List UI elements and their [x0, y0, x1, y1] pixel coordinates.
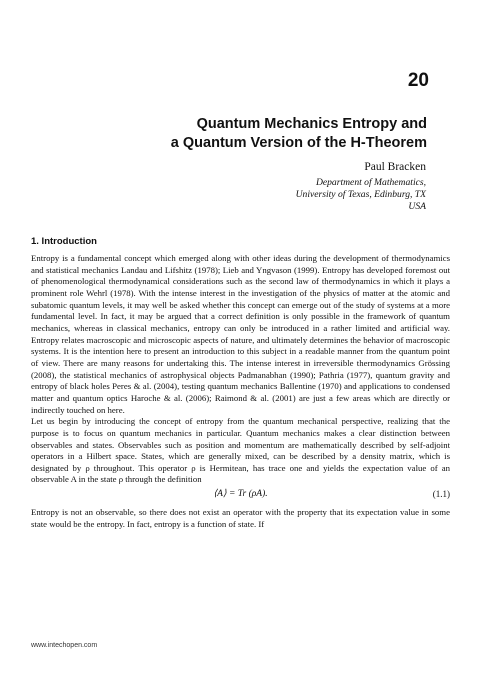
footer-url[interactable]: www.intechopen.com: [31, 642, 98, 649]
affiliation-department: Department of Mathematics,: [315, 177, 426, 188]
body-text: [31, 253, 450, 530]
chapter-title: [67, 115, 427, 153]
author-affiliation: [126, 177, 426, 212]
equation-expression: ⟨A⟩ = Tr (ρA).: [213, 489, 268, 500]
paragraph-1: Entropy is a fundamental concept which emerged along with other ideas during the development of thermodynamics and statistical mechanics Landau and Lifshitz (1978); Lieb and Yngvason (1999). Entropy has developed foremost out of phenomenological thermodynamical considerations such as the second law of thermodynamics in which it plays a prominent role Wehrl (1978). With the intense interest in the investigation of the physics of matter at the atomic and subatomic quantum levels, it may well be asked whether this concept can emerge out of the study of systems at a more fundamental level. In fact, it may be argued that a correct definition is only possible in the framework of quantum mechanics, whereas in classical mechanics, entropy can only be introduced in a rather limited and artificial way. Entropy relates macroscopic and microscopic aspects of nature, and ultimately determines the behavior of macroscopic systems. It is the intention here to present an introduction to this subject in a readable manner from the quantum point of view. There are many reasons for undertaking this. The intense interest in irreversible thermodynamics Grössing (2008), the statistical mechanics of astrophysical objects Padmanabhan (1990); Pathria (1977), quantum gravity and entropy of black holes Peres & al. (2004), testing quantum mechanics Ballentine (1970) and applications to condensed matter and quantum optics Haroche & al. (2006); Raimond & al. (2001) are just a few areas which are directly or indirectly touched on here.: [31, 253, 450, 415]
author-name: Paul Bracken: [364, 161, 426, 173]
affiliation-country: USA: [408, 200, 426, 212]
section-heading: 1. Introduction: [31, 236, 97, 247]
equation: [31, 488, 450, 503]
chapter-number: 20: [407, 70, 429, 91]
affiliation-university: University of Texas, Edinburg, TX: [295, 188, 426, 200]
equation-number: (1.1): [432, 489, 450, 500]
paragraph-2: Let us begin by introducing the concept of entropy from the quantum mechanical perspective, realizing that the purpose is to focus on quantum mechanics in particular. Quantum mechanics makes a clear distinction between observables and states. Observables such as position and momentum are mathematically described by self-adjoint operators in a Hilbert space. States, which are generally mixed, can be described by a density matrix, which is designated by ρ throughout. This operator ρ is Hermitean, has trace one and yields the expectation value of an observable A in the state ρ through the definition: [31, 416, 450, 485]
chapter-title-line-1: Quantum Mechanics Entropy and: [196, 116, 427, 132]
chapter-title-line-2: a Quantum Version of the H-Theorem: [170, 135, 427, 151]
paragraph-3: Entropy is not an observable, so there does not exist an operator with the property that its expectation value in some state would be the entropy. In fact, entropy is a function of state. If: [31, 507, 450, 529]
